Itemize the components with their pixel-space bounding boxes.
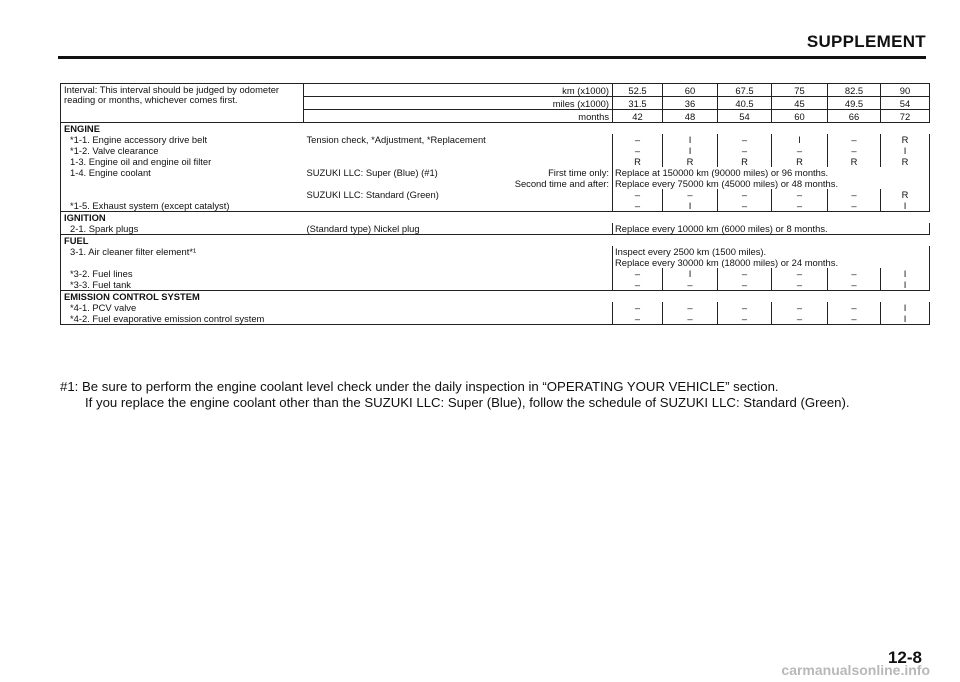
value-cell: – [772,279,828,291]
section-heading: IGNITION [61,212,930,224]
table-row [61,167,930,178]
item-name [61,178,304,189]
interval-cell: 54 [881,97,930,110]
value-cell: – [718,302,772,313]
item-name: 3-1. Air cleaner filter element*¹ [61,246,304,257]
interval-note: Interval: This interval should be judged by odometer reading or months, whichever comes first. [61,84,304,123]
unit-label-km: km (x1000) [304,84,613,97]
value-cell: – [828,134,881,145]
section-row-emission [61,291,930,303]
value-cell: – [772,313,828,325]
item-description [304,246,613,257]
value-cell: – [613,279,663,291]
section-row-fuel [61,235,930,247]
item-name: *1-5. Exhaust system (except catalyst) [61,200,304,212]
schedule-note: Replace at 150000 km (90000 miles) or 96 months. [613,167,930,178]
item-name: *4-1. PCV valve [61,302,304,313]
interval-cell: 45 [772,97,828,110]
interval-cell: 66 [828,110,881,123]
interval-cell: 54 [718,110,772,123]
value-cell: – [613,200,663,212]
value-cell: R [881,134,930,145]
value-cell: – [613,134,663,145]
item-name [61,257,304,268]
value-cell: – [772,145,828,156]
item-name: 1-3. Engine oil and engine oil filter [61,156,304,167]
value-cell: – [663,189,718,200]
interval-cell: 52.5 [613,84,663,97]
item-description: SUZUKI LLC: Super (Blue) (#1) [306,167,438,178]
value-cell: R [613,156,663,167]
table-row [61,189,930,200]
section-heading: EMISSION CONTROL SYSTEM [61,291,930,303]
unit-label-miles: miles (x1000) [304,97,613,110]
unit-label-months: months [304,110,613,123]
value-cell: – [828,302,881,313]
value-cell: – [828,313,881,325]
table-row [61,313,930,325]
page-title: SUPPLEMENT [806,32,926,51]
value-cell: – [772,189,828,200]
value-cell: I [881,145,930,156]
header-row-km [61,84,930,97]
value-cell: – [613,145,663,156]
value-cell: I [663,200,718,212]
interval-cell: 40.5 [718,97,772,110]
condition-label: First time only: [548,167,610,178]
value-cell: – [772,200,828,212]
value-cell: – [828,145,881,156]
table-row [61,279,930,291]
value-cell: I [881,313,930,325]
table-row [61,145,930,156]
value-cell: I [881,268,930,279]
value-cell: – [663,313,718,325]
table-row [61,200,930,212]
value-cell: – [613,313,663,325]
item-description [304,200,613,212]
value-cell: – [613,189,663,200]
item-description: Tension check, *Adjustment, *Replacement [306,134,486,145]
table-row [61,223,930,235]
value-cell: R [881,156,930,167]
value-cell: I [663,134,718,145]
item-name: *3-2. Fuel lines [61,268,304,279]
item-name: *4-2. Fuel evaporative emission control system [61,313,304,325]
value-cell: I [881,302,930,313]
item-description: (Standard type) Nickel plug [306,223,420,234]
value-cell: R [772,156,828,167]
section-row-engine [61,123,930,135]
table-row [61,268,930,279]
schedule-note: Replace every 75000 km (45000 miles) or 48 months. [613,178,930,189]
item-description [304,302,613,313]
interval-cell: 60 [772,110,828,123]
item-description [304,156,613,167]
section-row-ignition [61,212,930,224]
interval-cell: 67.5 [718,84,772,97]
item-name: 2-1. Spark plugs [61,223,304,235]
interval-cell: 42 [613,110,663,123]
interval-cell: 90 [881,84,930,97]
value-cell: – [718,134,772,145]
footnote-line: #1: Be sure to perform the engine coolant level check under the daily inspection in “OPERATING YOUR VEHICLE” section. [60,379,779,394]
value-cell: – [718,189,772,200]
condition-label: Second time and after: [514,178,610,189]
item-description [304,257,613,268]
title-rule [58,56,926,59]
item-description: SUZUKI LLC: Standard (Green) [306,189,439,200]
item-description [304,178,511,189]
section-heading: ENGINE [61,123,930,135]
coolant-footnote [60,379,955,411]
value-cell: I [772,134,828,145]
table-row [61,246,930,257]
value-cell: I [663,268,718,279]
interval-cell: 60 [663,84,718,97]
table-row [61,178,930,189]
item-name [61,189,304,200]
value-cell: – [828,279,881,291]
page-number: 12-8 [887,648,922,667]
value-cell: – [718,200,772,212]
value-cell: – [613,268,663,279]
value-cell: – [718,313,772,325]
value-cell: – [663,302,718,313]
table-row [61,302,930,313]
value-cell: – [772,302,828,313]
interval-cell: 75 [772,84,828,97]
value-cell: R [718,156,772,167]
schedule-note: Replace every 10000 km (6000 miles) or 8 months. [613,223,930,235]
value-cell: – [828,268,881,279]
value-cell: – [772,268,828,279]
interval-cell: 36 [663,97,718,110]
table-row [61,156,930,167]
value-cell: I [881,279,930,291]
schedule-note: Replace every 30000 km (18000 miles) or 24 months. [613,257,930,268]
value-cell: – [718,268,772,279]
value-cell: – [718,279,772,291]
value-cell: – [663,279,718,291]
item-name: *3-3. Fuel tank [61,279,304,291]
item-name: 1-4. Engine coolant [61,167,304,178]
item-description [304,313,613,325]
table-row [61,134,930,145]
value-cell: – [718,145,772,156]
item-description [304,145,613,156]
interval-cell: 82.5 [828,84,881,97]
interval-cell: 31.5 [613,97,663,110]
interval-cell: 48 [663,110,718,123]
value-cell: I [881,200,930,212]
value-cell: I [663,145,718,156]
value-cell: R [881,189,930,200]
value-cell: – [613,302,663,313]
table-row [61,257,930,268]
value-cell: – [828,200,881,212]
value-cell: R [663,156,718,167]
item-description [304,268,613,279]
value-cell: R [828,156,881,167]
value-cell: – [828,189,881,200]
interval-cell: 72 [881,110,930,123]
interval-cell: 49.5 [828,97,881,110]
item-name: *1-1. Engine accessory drive belt [61,134,304,145]
watermark: carmanualsonline.info [781,662,930,678]
item-name: *1-2. Valve clearance [61,145,304,156]
item-description [304,279,613,291]
maintenance-schedule-table [60,83,930,325]
section-heading: FUEL [61,235,930,247]
schedule-note: Inspect every 2500 km (1500 miles). [613,246,930,257]
footnote-line: If you replace the engine coolant other than the SUZUKI LLC: Super (Blue), follow the schedule of SUZUKI LLC: Standard (Green). [85,395,850,410]
